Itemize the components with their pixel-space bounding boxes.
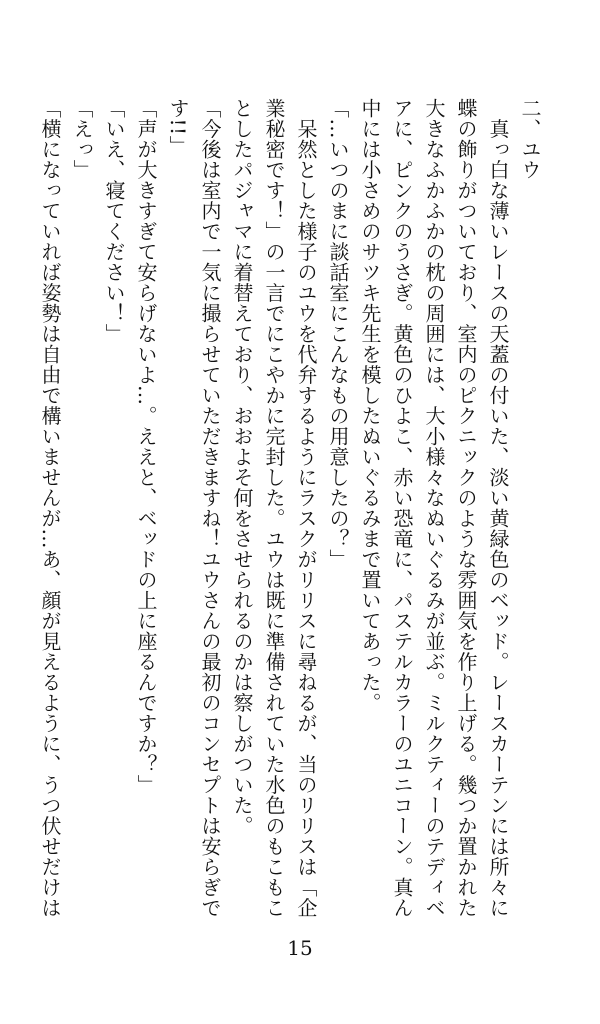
text-line: アに、ピンクのうさぎ。黄色のひよこ、赤い恐竜に、パステルカラーのユニコーン。真ん xyxy=(390,98,414,918)
page-number: 15 xyxy=(287,936,313,960)
chapter-title: 二、ユウ xyxy=(518,98,542,180)
text-line: 中には小さめのサツキ先生を模したぬいぐるみまで置いてあった。 xyxy=(358,98,382,713)
text-line: としたパジャマに着替えており、おおよそ何をさせられるのかは察しがついた。 xyxy=(230,98,254,836)
text-line: 業秘密です！」の一言でにこやかに完封した。ユウは既に準備されていた水色のもこもこ xyxy=(262,98,286,918)
text-line: 「今後は室内で一気に撮らせていただきますね！ユウさんの最初のコンセプトは安らぎで xyxy=(198,98,222,918)
text-line: 真っ白な薄いレースの天蓋の付いた、淡い黄緑色のベッド。レースカーテンには所々に xyxy=(486,98,510,918)
text-line: 「横になっていれば姿勢は自由で構いませんが…あ、顔が見えるように、うつ伏せだけは xyxy=(38,98,62,918)
page-body xyxy=(34,98,552,918)
text-line: 「…いつのまに談話室にこんなもの用意したの？」 xyxy=(326,98,350,570)
text-line: す!!」 xyxy=(166,98,190,157)
text-line: 「声が大きすぎて安らげないよ…。ええと、ベッドの上に座るんですか？」 xyxy=(134,98,158,795)
text-line: 大きなふかふかの枕の周囲には、大小様々なぬいぐるみが並ぶ。ミルクティーのテディベ xyxy=(422,98,446,918)
text-line: 「えっ」 xyxy=(70,98,94,180)
text-line: 呆然とした様子のユウを代弁するようにラスクがリリスに尋ねるが、当のリリスは「企 xyxy=(294,98,318,918)
text-line: 蝶の飾りがついており、室内のピクニックのような雰囲気を作り上げる。幾つか置かれた xyxy=(454,98,478,918)
text-line: 「いえ、寝てください！」 xyxy=(102,98,126,344)
